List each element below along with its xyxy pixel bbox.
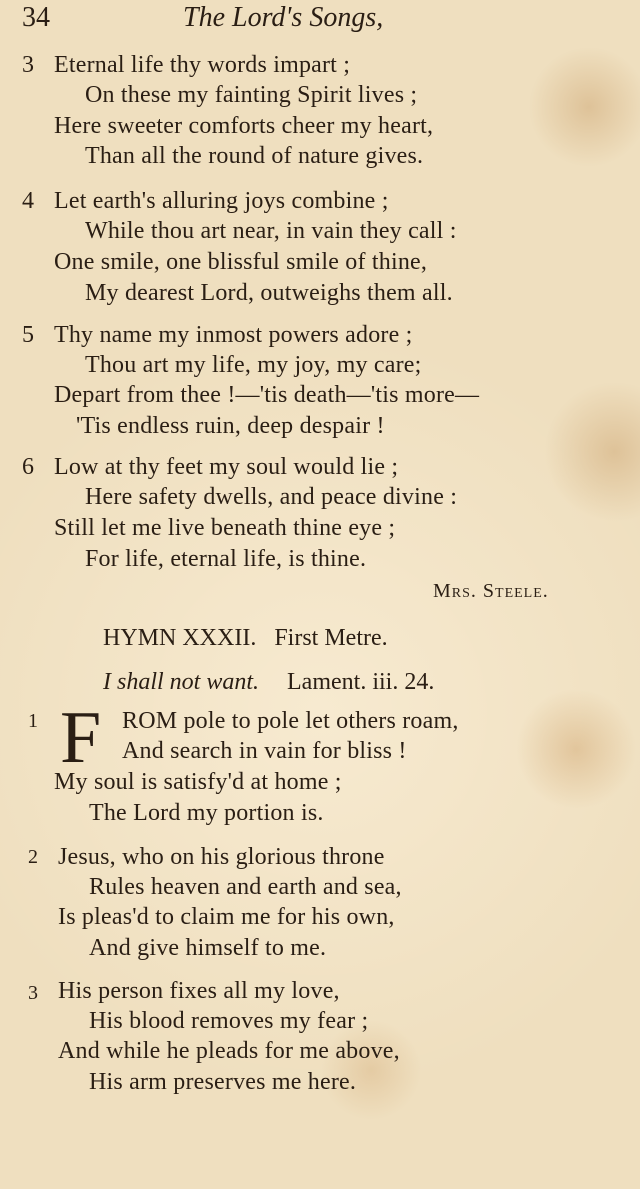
hymn-metre: First Metre. [274, 625, 388, 651]
verse-line: One smile, one blissful smile of thine, [54, 249, 428, 275]
hymn-theme: I shall not want. [103, 669, 260, 695]
author-attribution: Mrs. Steele. [433, 580, 549, 602]
verse-line: Thou art my life, my joy, my care; [85, 352, 422, 378]
stanza-number: 3 [28, 982, 38, 1004]
verse-line: My dearest Lord, outweighs them all. [85, 280, 453, 306]
verse-line: His person fixes all my love, [58, 978, 340, 1004]
verse-line: The Lord my portion is. [89, 800, 324, 826]
verse-line: Low at thy feet my soul would lie ; [54, 454, 399, 480]
verse-line: And while he pleads for me above, [58, 1038, 400, 1064]
verse-line: His arm preserves me here. [89, 1069, 357, 1095]
verse-line: Eternal life thy words impart ; [54, 52, 351, 78]
hymn-heading [103, 622, 388, 654]
verse-line: Thy name my inmost powers adore ; [54, 322, 413, 348]
verse-line: His blood removes my fear ; [89, 1008, 369, 1034]
verse-line: On these my fainting Spirit lives ; [85, 82, 418, 108]
verse-line: Rules heaven and earth and sea, [89, 874, 402, 900]
verse-line: My soul is satisfy'd at home ; [54, 769, 342, 795]
page-number: 34 [22, 2, 50, 33]
verse-line: For life, eternal life, is thine. [85, 546, 367, 572]
stanza-number: 2 [28, 846, 38, 868]
verse-line: Than all the round of nature gives. [85, 143, 424, 169]
stanza-number: 3 [22, 52, 34, 78]
verse-line: Depart from thee !—'tis death—'tis more— [54, 382, 480, 408]
stanza-number: 5 [22, 322, 34, 348]
verse-line: Still let me live beneath thine eye ; [54, 515, 396, 541]
hymn-subheading [103, 666, 434, 698]
drop-cap: F [60, 697, 102, 779]
verse-line: Here safety dwells, and peace divine : [85, 484, 458, 510]
verse-line: Here sweeter comforts cheer my heart, [54, 113, 434, 139]
verse-line: 'Tis endless ruin, deep despair ! [76, 413, 385, 439]
verse-line: Let earth's alluring joys combine ; [54, 188, 389, 214]
verse-line: And give himself to me. [89, 935, 327, 961]
verse-line: Is pleas'd to claim me for his own, [58, 904, 395, 930]
verse-line: And search in vain for bliss ! [122, 738, 407, 764]
verse-line: While thou art near, in vain they call : [85, 218, 457, 244]
stanza-number: 1 [28, 710, 38, 732]
verse-line: Jesus, who on his glorious throne [58, 844, 385, 870]
running-title: The Lord's Songs, [183, 2, 384, 33]
verse-line: ROM pole to pole let others roam, [122, 708, 459, 734]
stanza-number: 4 [22, 188, 34, 214]
stanza-number: 6 [22, 454, 34, 480]
hymn-title: HYMN XXXII. [103, 625, 257, 651]
scripture-reference: Lament. iii. 24. [287, 669, 435, 695]
